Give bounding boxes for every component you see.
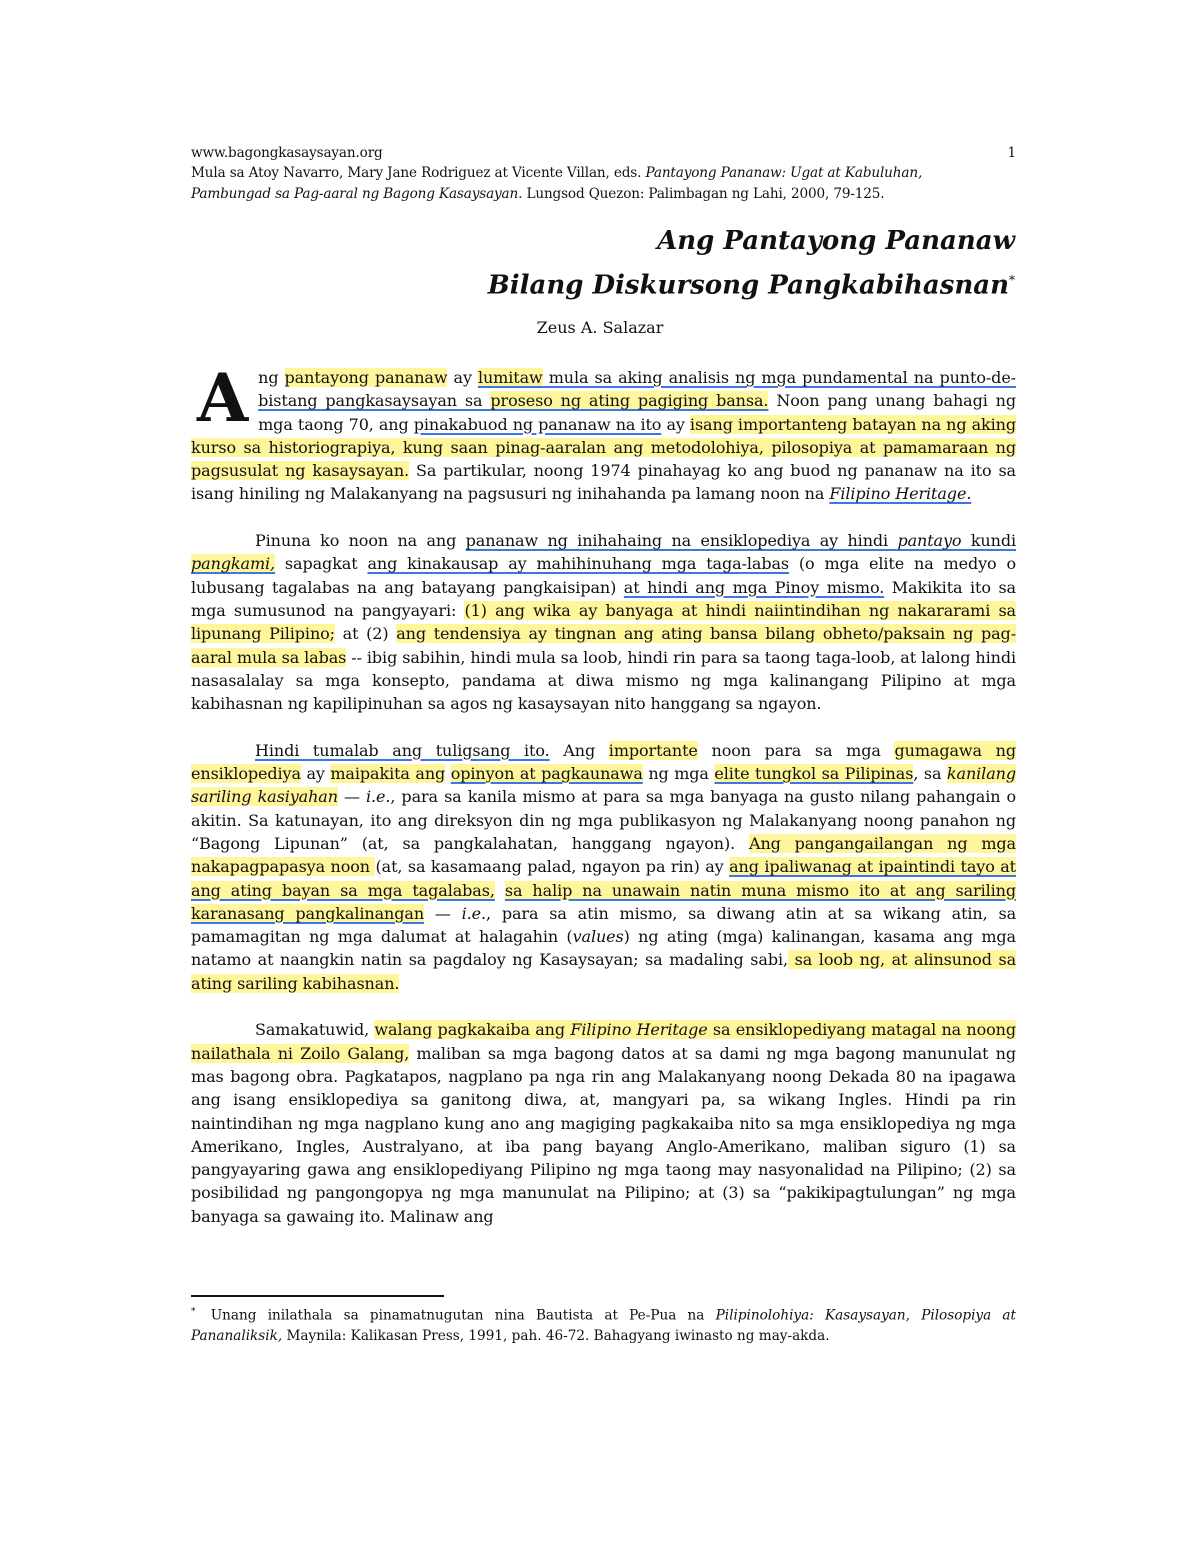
highlighted-italic-text: kanilang sariling kasiyahan [191,764,1016,807]
text-run: — [424,903,462,923]
highlighted-text: walang pagkakaiba ang [374,1020,571,1040]
title-line-2-text: Bilang Diskursong Pangkabihasnan [487,270,1009,301]
highlighted-text: pantayong pananaw [284,368,448,387]
underlined-text: at hindi ang mga Pinoy mismo. [623,577,885,597]
text-run: Pinuna ko noon na ang [255,531,466,551]
text-run: -- ibig sabihin, hindi mula sa loob, hindi rin para sa taong taga-loob, at lalong hindi nasasalalay sa mga konsepto, pandama at diwa mismo ng mga kalinangang Pilipino at mga kabihasnan ng kapilipinuhan sa agos ng kasaysayan nito hanggang sa ngayon. [191,647,1016,714]
highlighted-underlined-text: opinyon at pagkaunawa [450,764,643,784]
highlighted-underlined-text: lumitaw [477,368,543,387]
drop-cap: A [197,359,249,437]
underlined-italic-text: pantayo [897,531,962,551]
text-run: , para sa kanila mismo at para sa mga banyaga na gusto nilang pahangain o akitin. Sa katunayan, ito ang direksyon din ng mga publikasyon ng Malakanyang noong panahon ng “Bagong Lipunan” (at, sa pangkalahatan, hanggang ngayon). [191,787,1017,853]
text-run: — [337,787,367,807]
text-run: noon para sa mga [697,740,895,760]
title-line-1: Ang Pantayong Pananaw [657,226,1015,256]
footnote-italic-title: Pilipinolohiya: Kasaysayan, Pilosopiya at Pananaliksik, [191,1307,1016,1344]
text-run: (o mga elite na medyo o lubusang tagalabas na ang batayang pangkaisipan) [191,554,1016,597]
italic-text: values [572,927,624,947]
text-run: (at, sa kasamaang palad, ngayon pa rin) ay [375,857,730,877]
paragraph-2 [191,529,1016,715]
title-footnote-mark: * [1009,273,1015,287]
text-run: sapagkat [275,554,368,574]
text-run: ) ng ating (mga) kalinangan, kasama ang mga natamo at naangkin natin sa pagdaloy ng Kasaysayan; sa madaling sabi, [191,927,1016,970]
highlighted-text: gumagawa ng ensiklopediya [191,740,1016,784]
highlighted-italic-text: Filipino Heritage [570,1020,708,1040]
highlighted-text: (1) ang wika ay banyaga at hindi naiintindihan ng nakararami sa lipunang Pilipino; [191,600,1016,644]
text-run: ng mga [642,764,715,784]
paragraph-4 [191,1018,1016,1228]
text-run [495,881,505,900]
underlined-text: pananaw ng inihahaing na ensiklopediya ay hindi [465,531,898,551]
underlined-italic-text: Filipino Heritage. [829,484,972,504]
footnote-divider [191,1295,444,1297]
text-run: ng [258,368,285,387]
text-run: Sa partikular, noong 1974 pinahayag ko ang buod ng pananaw na ito sa isang hiniling ng Malakanyang na pagsusuri ng inihahanda pa lamang noon na [191,461,1016,504]
underlined-text: kundi [961,531,1017,551]
author-name: Zeus A. Salazar [536,318,664,337]
highlighted-text: sa loob ng, at alinsunod sa ating sariling kabihasnan. [191,950,1017,993]
citation-book-title-a: Pantayong Pananaw: Ugat at Kabuluhan, [645,165,923,181]
highlighted-text: , kung saan pinag-aaralan ang metodolohiya, pilosopiya at pamamaraan ng pagsusulat ng kasaysayan. [191,437,1016,481]
article-body [191,359,1017,1251]
citation-book-title-b: Pambungad sa Pag-aaral ng Bagong Kasaysayan. [191,186,523,202]
italic-text: i.e. [366,787,391,807]
text-run: Noon pang unang bahagi ng mga taong 70, ang [258,391,1016,434]
header-website: www.bagongkasaysayan.org [191,145,383,161]
text-run: , para sa atin mismo, sa diwang atin at sa wikang atin, sa pamamagitan ng mga dalumat at halagahin ( [191,903,1017,947]
highlighted-text: ang tendensiya ay tingnan ang ating bansa bilang obheto/paksain ng pag-aaral mula sa labas [191,624,1016,667]
text-run: maliban sa mga bagong datos at sa dami ng mga bagong manunulat ng mas bagong obra. Pagkatapos, nagplano pa nga rin ang Malakanyang noong Dekada 80 na ipagawa ang isang ensiklopediya sa ganitong diwa, at, mangyari pa, sa wikang Ingles. Hindi pa rin naintindihan ng mga nagplano kung ano ang magiging pagkakaiba nito sa mga ensiklopediya ng mga Amerikano, Ingles, Australyano, at iba pang bayang Anglo-Amerikano, maliban siguro (1) sa pangyayaring gawa ang ensiklopediyang Pilipino ng mga taong may nasyonalidad na Pilipino; (2) sa posibilidad ng pangongopya ng mga manunulat na Pilipino; at (3) sa “pakikipagtulungan” ng mga banyaga sa gawaing ito. Malinaw ang [191,1043,1016,1226]
header-citation-line-1 [191,163,1016,184]
footnote-mark: * [191,1307,196,1317]
highlighted-text: Ang pangangailangan ng mga nakapagpapasya noon [191,833,1016,877]
header-website-line [191,143,1016,164]
text-run: at (2) [334,624,397,644]
highlighted-underlined-italic-text: pangkami, [191,554,276,574]
text-run: ay [661,414,690,434]
italic-text: i.e. [461,903,487,923]
text-run [445,764,451,783]
text-run: Makikita ito sa mga sumusunod na pangyayari: [191,577,1016,620]
text-run: Samakatuwid, [255,1020,375,1040]
text-run: , sa [913,764,947,784]
underlined-text: pinakabuod ng pananaw na ito [413,414,662,434]
highlighted-underlined-text: proseso ng ating pagiging bansa. [490,391,769,411]
header-citation-line-2 [191,184,1016,205]
page-number: 1 [1007,145,1016,161]
underlined-text: mula sa aking analisis ng mga pundamental na punto-de-bistang pangkasaysayan sa [258,368,1016,411]
title-line-2 [315,261,1015,305]
footnote-text: Unang inilathala sa pinamatnugutan nina Bautista at Pe-Pua na [199,1307,716,1324]
citation-lead: Mula sa Atoy Navarro, Mary Jane Rodriguez at Vicente Villan, eds. [191,165,642,181]
highlighted-text: isang importanteng batayan na ng aking kurso sa historiograpiya [191,414,1016,457]
highlighted-text: sa ensiklopediyang matagal na noong nailathala ni Zoilo Galang, [191,1020,1016,1063]
underlined-text: ang kinakausap ay mahihinuhang mga taga-labas [367,554,790,574]
highlighted-underlined-text: elite tungkol sa Pilipinas [714,764,914,784]
highlighted-text: importante [608,740,698,760]
paragraph-1 [191,359,1016,506]
footnote-text: Maynila: Kalikasan Press, 1991, pah. 46-72. Bahagyang iwinasto ng may-akda. [282,1327,830,1344]
underlined-text: Hindi tumalab ang tuligsang ito. [255,740,550,760]
text-run: ay [300,764,331,784]
text-run: Ang [549,740,609,760]
text-run: ay [447,368,478,387]
highlighted-underlined-text: ang ipaliwanag at ipaintindi tayo at ang ating bayan sa mga tagalabas, [191,857,1016,900]
highlighted-text: maipakita ang [330,764,446,784]
citation-publisher: Lungsod Quezon: Palimbagan ng Lahi, 2000, 79-125. [526,186,885,202]
footnote [191,1302,1016,1346]
paragraph-3 [191,739,1016,995]
highlighted-underlined-text: sa halip na unawain natin muna mismo ito at ang sariling karanasang pangkalinangan [191,880,1016,923]
